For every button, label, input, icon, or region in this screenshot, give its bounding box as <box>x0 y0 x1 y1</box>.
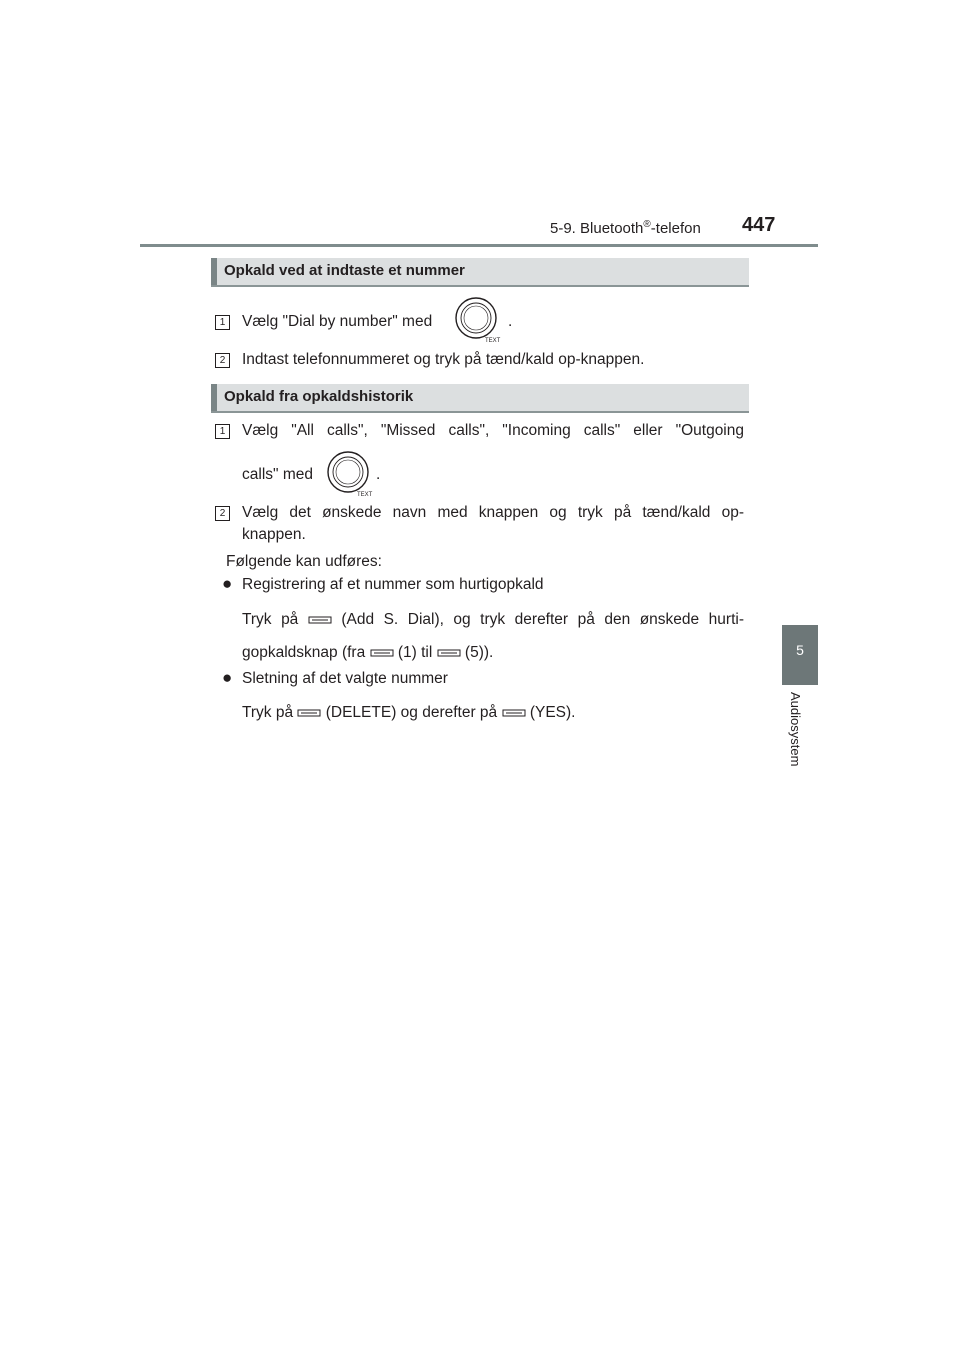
note-text: (DELETE) og derefter på <box>325 704 498 721</box>
header-section-prefix: 5-9. Bluetooth <box>550 220 644 237</box>
section-header-dial-by-number <box>211 258 749 287</box>
step-text-line1: Vælg det ønskede navn med knappen og tryk på tænd/kald op- <box>242 504 744 521</box>
page-number: 447 <box>742 214 776 236</box>
note-text: (YES). <box>529 704 576 721</box>
step-text-after: . <box>508 313 513 330</box>
note-line <box>242 704 575 722</box>
section-title: Opkald ved at indtaste et nummer <box>224 262 465 279</box>
tune-knob-icon <box>452 296 504 344</box>
note-text: Tryk på <box>242 704 294 721</box>
step-badge: 1 <box>215 315 230 330</box>
step-text-line2: knappen. <box>242 526 306 543</box>
bullet-icon: ● <box>222 574 233 593</box>
step-badge: 1 <box>215 424 230 439</box>
header-rule <box>140 244 818 247</box>
bullet-icon: ● <box>222 668 233 687</box>
step-text-line2: calls" med <box>242 466 313 483</box>
note-text: gopkaldsknap (fra <box>242 644 366 661</box>
tune-knob-icon <box>324 450 376 498</box>
step-text-before: Vælg "Dial by number" med <box>242 313 433 330</box>
chapter-number: 5 <box>796 642 804 658</box>
button-icon <box>370 648 394 658</box>
section-header-call-history <box>211 384 749 413</box>
running-header <box>550 219 701 237</box>
note-title: Sletning af det valgte nummer <box>242 670 448 687</box>
chapter-title <box>788 692 808 782</box>
header-section-suffix: -telefon <box>650 220 701 237</box>
note-line <box>242 644 493 662</box>
step-text-line1: Vælg "All calls", "Missed calls", "Incoming calls" eller "Outgoing <box>242 422 744 439</box>
button-icon <box>308 615 332 625</box>
button-icon <box>297 708 321 718</box>
note-line <box>242 611 744 629</box>
step-text <box>242 313 432 331</box>
note-text: (1) til <box>397 644 433 661</box>
note-text: Tryk på <box>242 611 299 628</box>
note-title: Registrering af et nummer som hurtigopkald <box>242 576 544 593</box>
notes-intro: Følgende kan udføres: <box>226 553 382 570</box>
step-badge: 2 <box>215 353 230 368</box>
knob-label: TEXT <box>357 492 373 498</box>
button-icon <box>437 648 461 658</box>
step-text-after: . <box>376 466 381 483</box>
step-text: Indtast telefonnummeret og tryk på tænd/kald op-knappen. <box>242 351 645 368</box>
registered-mark: ® <box>643 219 651 230</box>
knob-label: TEXT <box>485 338 501 344</box>
section-title: Opkald fra opkaldshistorik <box>224 388 414 405</box>
button-icon <box>502 708 526 718</box>
step-badge: 2 <box>215 506 230 521</box>
note-text: (Add S. Dial), og tryk derefter på den ønskede hurti- <box>341 611 744 628</box>
note-text: (5)). <box>464 644 494 661</box>
chapter-title-text: Audiosystem <box>788 692 803 767</box>
